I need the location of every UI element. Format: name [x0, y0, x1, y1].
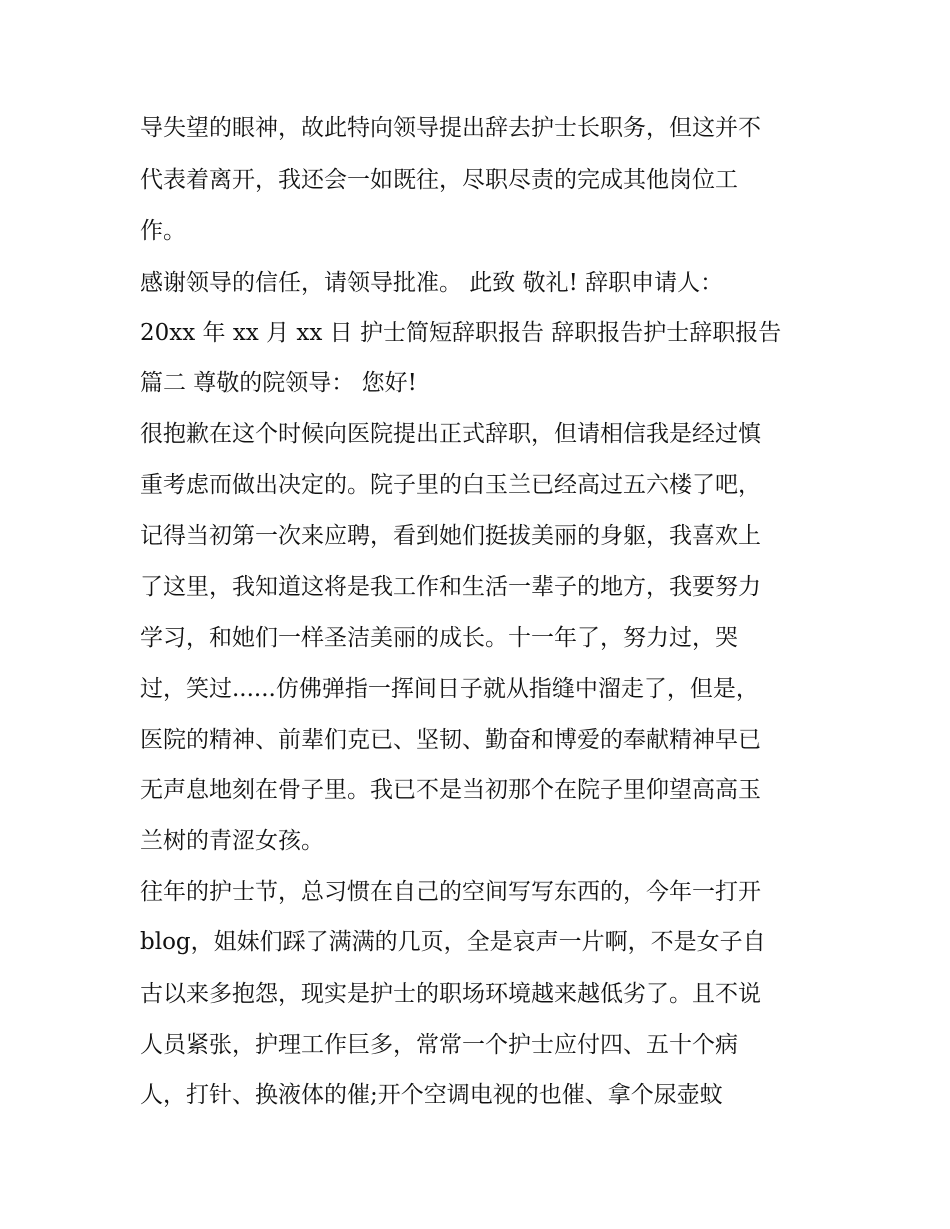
text-line-20: 人，打针、换液体的催;开个空调电视的也催、拿个尿壶蚊: [140, 1082, 723, 1108]
text-line-5: 20xx 年 xx 月 xx 日 护士简短辞职报告 辞职报告护士辞职报告: [140, 320, 782, 346]
text-line-14: 无声息地刻在骨子里。我已不是当初那个在院子里仰望高高玉: [140, 777, 761, 803]
text-line-11: 学习，和她们一样圣洁美丽的成长。十一年了，努力过，哭: [140, 625, 738, 651]
text-line-16: 往年的护士节，总习惯在自己的空间写写东西的，今年一打开: [140, 879, 761, 905]
text-line-19: 人员紧张，护理工作巨多，常常一个护士应付四、五十个病: [140, 1032, 738, 1058]
text-line-12: 过，笑过......仿佛弹指一挥间日子就从指缝中溜走了，但是，: [140, 676, 759, 702]
text-line-2: 代表着离开，我还会一如既往，尽职尽责的完成其他岗位工: [140, 167, 738, 193]
text-line-7: 很抱歉在这个时候向医院提出正式辞职，但请相信我是经过慎: [140, 421, 761, 447]
text-line-13: 医院的精神、前辈们克已、坚韧、勤奋和博爱的奉献精神早已: [140, 727, 761, 753]
text-line-1: 导失望的眼神，故此特向领导提出辞去护士长职务，但这并不: [140, 115, 761, 141]
text-line-3: 作。: [140, 218, 186, 244]
text-line-15: 兰树的青涩女孩。: [140, 828, 324, 854]
text-line-8: 重考虑而做出决定的。院子里的白玉兰已经高过五六楼了吧，: [140, 472, 761, 498]
text-line-17: blog，姐妹们踩了满满的几页，全是哀声一片啊，不是女子自: [140, 929, 766, 955]
text-line-4: 感谢领导的信任，请领导批准。 此致 敬礼! 辞职申请人：: [140, 270, 724, 296]
text-line-10: 了这里，我知道这将是我工作和生活一辈子的地方，我要努力: [140, 574, 761, 600]
text-line-6: 篇二 尊敬的院领导： 您好!: [140, 370, 417, 396]
text-line-18: 古以来多抱怨，现实是护士的职场环境越来越低劣了。且不说: [140, 981, 761, 1007]
text-line-9: 记得当初第一次来应聘，看到她们挺拔美丽的身躯，我喜欢上: [140, 523, 761, 549]
